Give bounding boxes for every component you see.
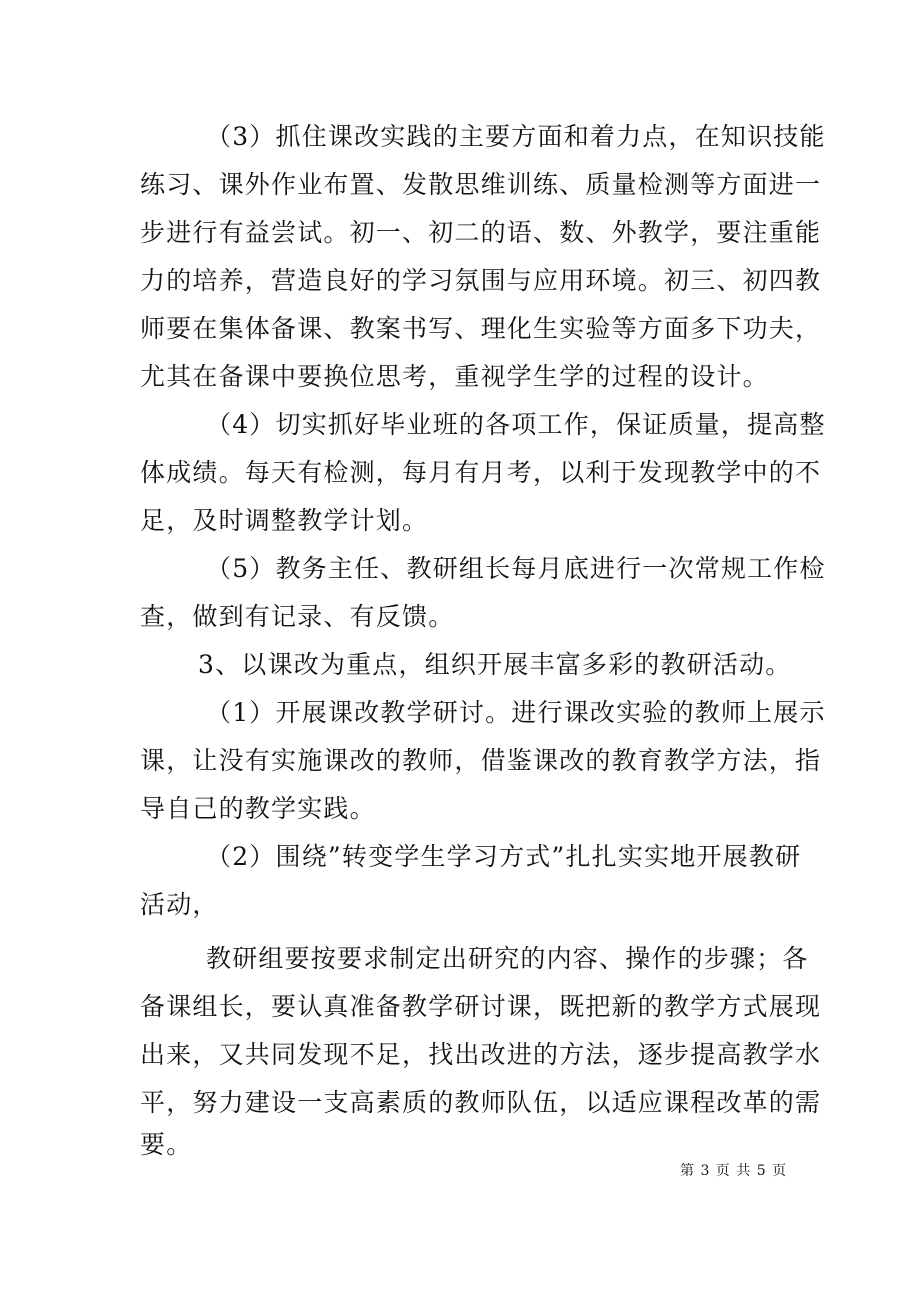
- text-line: 课，让没有实施课改的教师，借鉴课改的教育教学方法，指: [140, 746, 822, 775]
- text-line: 足，及时调整教学计划。: [140, 506, 429, 535]
- text-line: （5）教务主任、教研组长每月底进行一次常规工作检: [206, 554, 826, 583]
- text-line: 平，努力建设一支高素质的教师队伍，以适应课程改革的需: [140, 1088, 822, 1117]
- text-line: （3）抓住课改实践的主要方面和着力点，在知识技能: [206, 122, 826, 151]
- text-line: 查，做到有记录、有反馈。: [140, 602, 455, 631]
- text-line: 师要在集体备课、教案书写、理化生实验等方面多下功夫，: [140, 314, 822, 343]
- text-line: 要。: [140, 1130, 193, 1159]
- text-line: 尤其在备课中要换位思考，重视学生学的过程的设计。: [140, 362, 769, 391]
- text-line: 体成绩。每天有检测，每月有月考，以利于发现教学中的不: [140, 458, 822, 487]
- text-line: 活动，: [140, 890, 219, 919]
- text-line: 出来，又共同发现不足，找出改进的方法，逐步提高教学水: [140, 1040, 822, 1069]
- text-line: 练习、课外作业布置、发散思维训练、质量检测等方面进一: [140, 170, 822, 199]
- text-line: （1）开展课改教学研讨。进行课改实验的教师上展示: [206, 698, 826, 727]
- text-line: 备课组长，要认真准备教学研讨课，既把新的教学方式展现: [140, 992, 822, 1021]
- text-line: 导自己的教学实践。: [140, 794, 376, 823]
- text-line: 力的培养，营造良好的学习氛围与应用环境。初三、初四教: [140, 266, 822, 295]
- text-line: 步进行有益尝试。初一、初二的语、数、外教学，要注重能: [140, 218, 822, 247]
- text-line: （2）围绕”转变学生学习方式”扎扎实实地开展教研: [206, 842, 802, 871]
- page-number-footer: 第 3 页 共 5 页: [680, 1163, 788, 1179]
- text-line: （4）切实抓好毕业班的各项工作，保证质量，提高整: [206, 410, 826, 439]
- text-line: 3、以课改为重点，组织开展丰富多彩的教研活动。: [198, 650, 792, 679]
- text-line: 教研组要按要求制定出研究的内容、操作的步骤；各: [206, 944, 809, 973]
